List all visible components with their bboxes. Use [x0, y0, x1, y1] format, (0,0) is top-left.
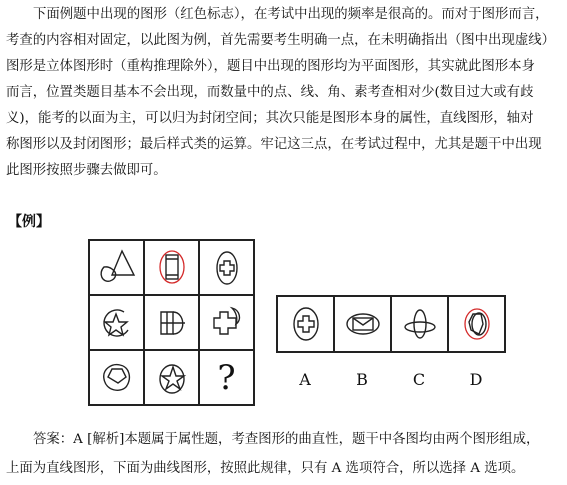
intro-line-1: 下面例题中出现的图形（红色标志），在考试中出现的频率是很高的。而对于图形而言，	[33, 7, 549, 22]
grid-cell-2	[144, 240, 199, 295]
cross-in-oval-icon	[282, 300, 330, 348]
option-c-figure[interactable]	[391, 296, 448, 352]
option-a-label: A	[299, 370, 311, 389]
intro-paragraph	[6, 2, 562, 184]
pentagon-in-oval-figure	[94, 355, 140, 401]
option-d-figure[interactable]	[448, 296, 505, 352]
grid-cell-7	[89, 350, 144, 405]
grid-cell-5	[144, 295, 199, 350]
example-label: 【例】	[8, 214, 50, 230]
highlighted-option-icon	[453, 300, 501, 348]
option-b-figure[interactable]	[334, 296, 391, 352]
envelope-in-oval-icon	[339, 300, 387, 348]
question-mark: ?	[217, 357, 236, 398]
option-a-figure[interactable]	[277, 296, 334, 352]
grid-cell-8	[144, 350, 199, 405]
intro-line-4: 而言，位置类题目基本不会出现，而数量中的点、线、角、素考查相对少(数目过大或有歧	[6, 85, 534, 100]
intro-line-3: 图形是立体图形时（重构推理除外），题目中出现的图形均为平面图形，其实就此图形本身	[6, 59, 535, 74]
option-d-label: D	[469, 370, 483, 389]
cross-in-oval-figure	[204, 245, 250, 291]
grid-cell-4	[89, 295, 144, 350]
intro-line-7: 此图形按照步骤去做即可。	[6, 163, 167, 178]
split-shape-figure	[149, 300, 195, 346]
grid-cell-1	[89, 240, 144, 295]
grid-cell-9	[199, 350, 254, 405]
highlighted-figure	[149, 245, 195, 291]
saturn-shape-icon	[396, 300, 444, 348]
answer-line-1: 答案：A [解析]本题属于属性题，考查图形的曲直性，题干中各图均由两个图形组成，	[33, 432, 540, 447]
cross-with-moon-figure	[204, 300, 250, 346]
grid-cell-6	[199, 295, 254, 350]
intro-line-6: 称图形以及封闭图形；最后样式类的运算。牢记这三点，在考试过程中，尤其是题干中出现	[6, 137, 542, 152]
star-in-circle-figure	[94, 300, 140, 346]
question-grid	[88, 239, 255, 406]
intro-line-2: 考查的内容相对固定，以此图为例，首先需要考生明确一点，在未明确指出（图中出现虚线）	[6, 33, 556, 48]
answer-line-2: 上面为直线图形，下面为曲线图形，按照此规律，只有 A 选项符合，所以选择 A 选项。	[6, 461, 525, 476]
intro-line-5: 义)，能考的以面为主，可以归为封闭空间；其次只能是图形本身的属性，直线图形，轴对	[6, 111, 534, 126]
star-in-oval-figure	[149, 355, 195, 401]
option-c-label: C	[412, 370, 426, 389]
answer-options	[276, 295, 506, 353]
grid-cell-3	[199, 240, 254, 295]
answer-explanation	[6, 425, 562, 483]
triangle-over-curve-figure	[94, 245, 140, 291]
option-b-label: B	[356, 370, 368, 389]
